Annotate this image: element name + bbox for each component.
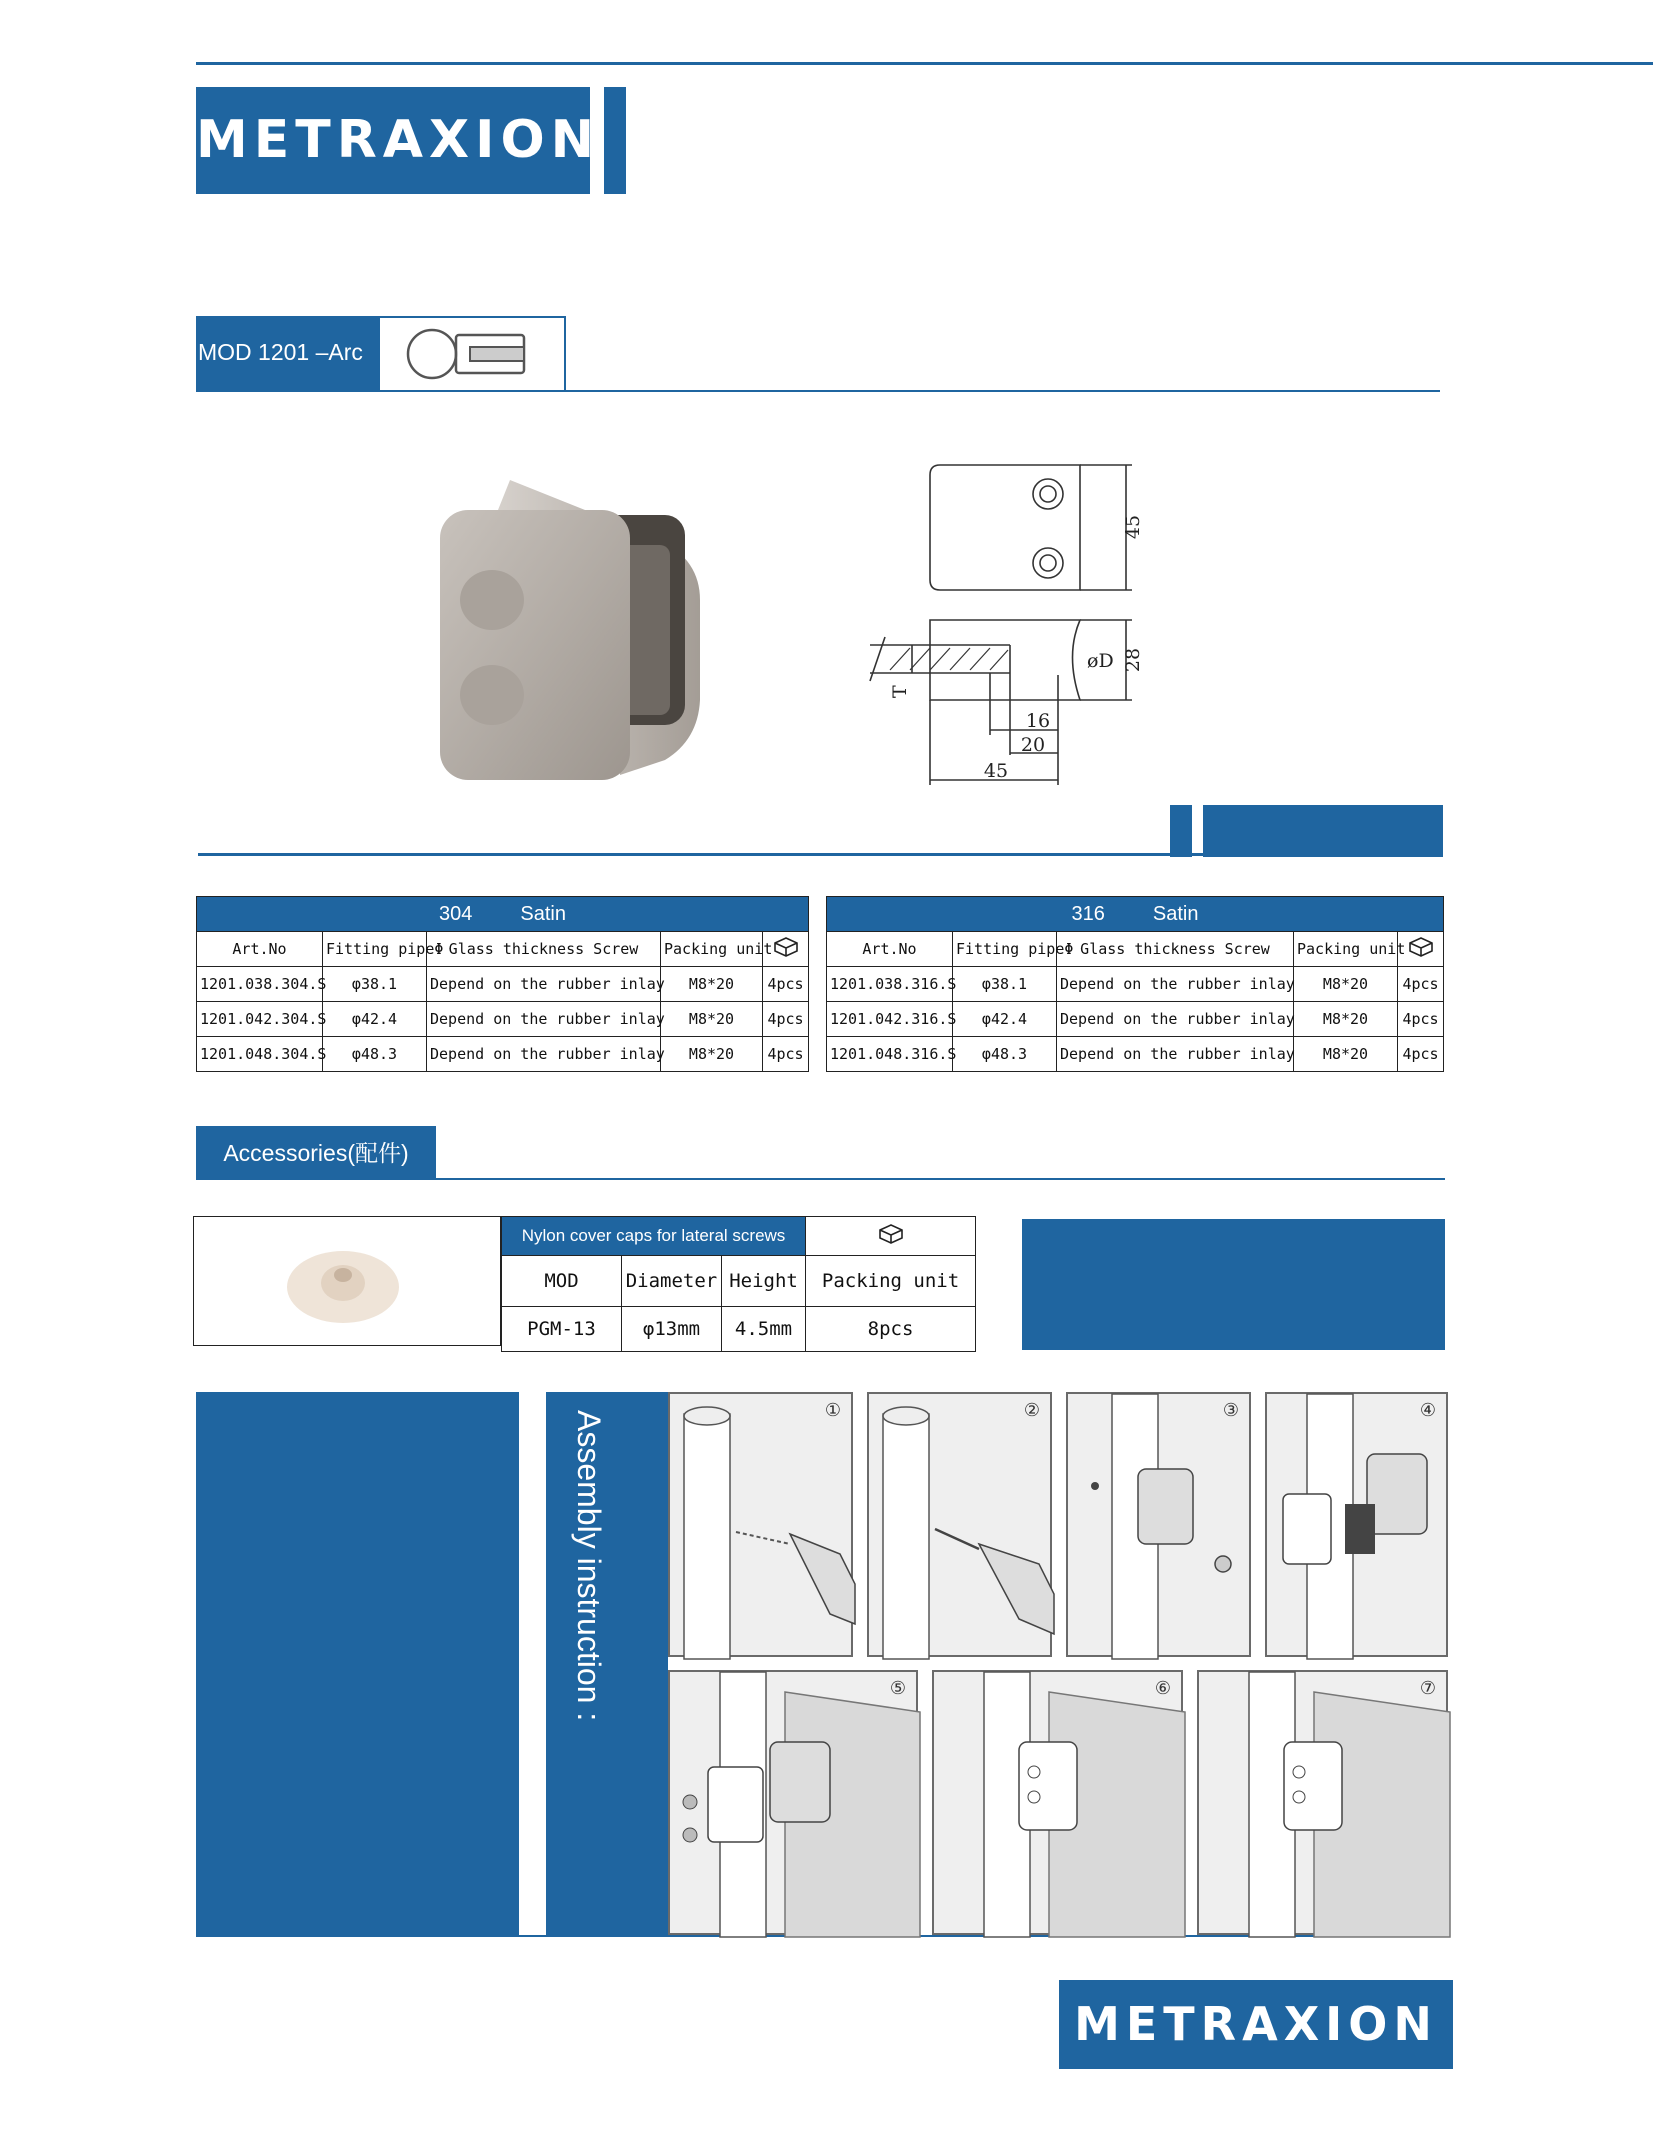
- accessories-side-block: [1022, 1219, 1445, 1350]
- step-4-illustration: [1267, 1394, 1450, 1659]
- step-number: ⑤: [889, 1678, 906, 1699]
- spec-table-304: [196, 896, 809, 1072]
- table-row: 1201.038.304.S φ38.1 Depend on the rubber inlay M8*20 4pcs: [197, 967, 809, 1002]
- technical-drawing: [850, 455, 1150, 790]
- box-icon-cell: [806, 1217, 976, 1256]
- spec-table-title: [827, 897, 1444, 932]
- col-fitting-pipe: Fitting pipeΦ: [323, 932, 427, 967]
- table-row: 1201.042.304.S φ42.4 Depend on the rubber inlay M8*20 4pcs: [197, 1002, 809, 1037]
- step-number: ③: [1222, 1400, 1239, 1421]
- model-label: MOD 1201 –Arc: [198, 339, 363, 365]
- assembly-step-7: [1197, 1670, 1448, 1935]
- assembly-label-block: [546, 1392, 668, 1935]
- assembly-label: Assembly instruction :: [571, 1410, 607, 1722]
- step-number: ⑦: [1419, 1678, 1436, 1699]
- table-row: 1201.042.316.S φ42.4 Depend on the rubber inlay M8*20 4pcs: [827, 1002, 1444, 1037]
- clamp-icon: [400, 325, 530, 383]
- box-icon: [1407, 936, 1435, 958]
- step-number: ②: [1023, 1400, 1040, 1421]
- product-photo: [430, 470, 720, 790]
- spec-grade: 304: [439, 902, 473, 925]
- accessories-table: [501, 1216, 976, 1352]
- model-rule: [196, 390, 1440, 392]
- col-glass-screw: Glass thickness Screw: [427, 932, 661, 967]
- col-glass-screw: Glass thickness Screw: [1057, 932, 1294, 967]
- col-packing-unit: Packing unit: [1294, 932, 1398, 967]
- step-6-illustration: [934, 1672, 1185, 1937]
- dim-16: 16: [1025, 710, 1051, 732]
- dim-height: 28: [1122, 647, 1144, 673]
- box-icon: [772, 936, 800, 958]
- separator-rule: [198, 853, 1443, 856]
- assembly-step-6: [932, 1670, 1183, 1935]
- step-number: ①: [824, 1400, 841, 1421]
- spec-grade: 316: [1071, 902, 1105, 925]
- table-row: 1201.048.316.S φ48.3 Depend on the rubber inlay M8*20 4pcs: [827, 1037, 1444, 1072]
- assembly-step-1: [668, 1392, 853, 1657]
- assembly-left-block: [196, 1392, 519, 1935]
- separator-block: [1203, 805, 1443, 857]
- table-row: 1201.048.304.S φ48.3 Depend on the rubber inlay M8*20 4pcs: [197, 1037, 809, 1072]
- step-number: ⑥: [1154, 1678, 1171, 1699]
- step-1-illustration: [670, 1394, 855, 1659]
- spec-finish: Satin: [1152, 902, 1199, 925]
- accessories-header-row: MOD Diameter Height Packing unit: [502, 1256, 976, 1307]
- step-2-illustration: [869, 1394, 1054, 1659]
- accessories-label: Accessories(配件): [223, 1140, 409, 1166]
- top-rule: [196, 62, 1653, 65]
- spec-table-title: [197, 897, 809, 932]
- separator-accent-bar: [1170, 805, 1192, 857]
- dim-20: 20: [1020, 734, 1046, 756]
- col-art-no: Art.No: [827, 932, 953, 967]
- dim-height-top: 45: [1122, 514, 1144, 540]
- step-5-illustration: [670, 1672, 920, 1937]
- assembly-step-2: [867, 1392, 1052, 1657]
- dim-thickness: T: [889, 685, 911, 698]
- cover-cap-image: [285, 1245, 405, 1325]
- footer-brand: METRAXION: [1074, 1997, 1438, 2051]
- header-brand: METRAXION: [196, 110, 601, 170]
- header-accent-bar: [604, 87, 626, 194]
- step-7-illustration: [1199, 1672, 1450, 1937]
- accessories-title: Nylon cover caps for lateral screws: [502, 1217, 806, 1256]
- col-fitting-pipe: Fitting pipeΦ: [953, 932, 1057, 967]
- table-row: PGM-13 φ13mm 4.5mm 8pcs: [502, 1307, 976, 1352]
- step-number: ④: [1419, 1400, 1436, 1421]
- assembly-step-3: [1066, 1392, 1251, 1657]
- table-row: 1201.038.316.S φ38.1 Depend on the rubber inlay M8*20 4pcs: [827, 967, 1444, 1002]
- assembly-step-4: [1265, 1392, 1448, 1657]
- spec-header-row: [827, 932, 1444, 967]
- accessories-rule: [196, 1178, 1445, 1180]
- dim-diameter: øD: [1087, 650, 1114, 672]
- assembly-step-5: [668, 1670, 918, 1935]
- box-icon: [876, 1223, 906, 1245]
- col-art-no: Art.No: [197, 932, 323, 967]
- dim-45: 45: [983, 760, 1009, 782]
- step-3-illustration: [1068, 1394, 1253, 1659]
- col-packing-unit: Packing unit: [661, 932, 763, 967]
- spec-header-row: [197, 932, 809, 967]
- spec-finish: Satin: [520, 902, 566, 925]
- spec-table-316: [826, 896, 1444, 1072]
